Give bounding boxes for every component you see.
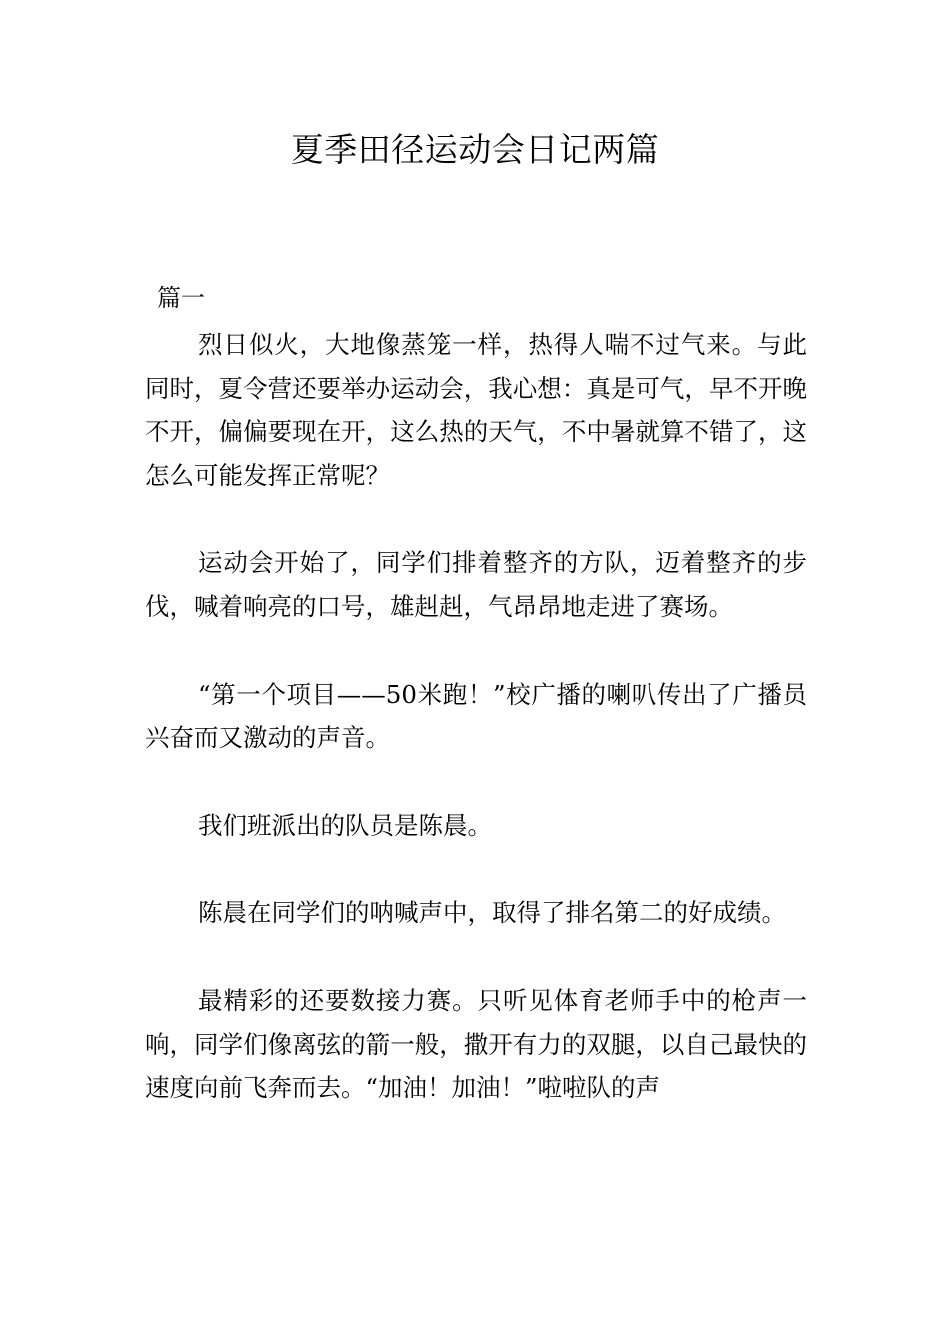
paragraph: “第一个项目——50米跑！”校广播的喇叭传出了广播员兴奋而又激动的声音。	[145, 679, 807, 753]
document-title: 夏季田径运动会日记两篇	[290, 130, 660, 169]
section-label: 篇一	[157, 284, 205, 312]
paragraph: 烈日似火，大地像蒸笼一样，热得人喘不过气来。与此同时，夏令营还要举办运动会，我心想：真是可气，早不开晚不开，偏偏要现在开，这么热的天气，不中暑就算不错了，这怎么可能发挥正常呢？	[145, 330, 807, 490]
paragraph: 陈晨在同学们的呐喊声中，取得了排名第二的好成绩。	[198, 898, 786, 928]
paragraph: 运动会开始了，同学们排着整齐的方队，迈着整齐的步伐，喊着响亮的口号，雄赳赳，气昂昂地走进了赛场。	[145, 548, 807, 621]
paragraph: 我们班派出的队员是陈晨。	[198, 810, 492, 840]
document-body	[145, 282, 807, 1110]
paragraph: 最精彩的还要数接力赛。只听见体育老师手中的枪声一响，同学们像离弦的箭一般，撒开有力的双腿，以自己最快的速度向前飞奔而去。“加油！加油！”啦啦队的声	[145, 985, 807, 1103]
